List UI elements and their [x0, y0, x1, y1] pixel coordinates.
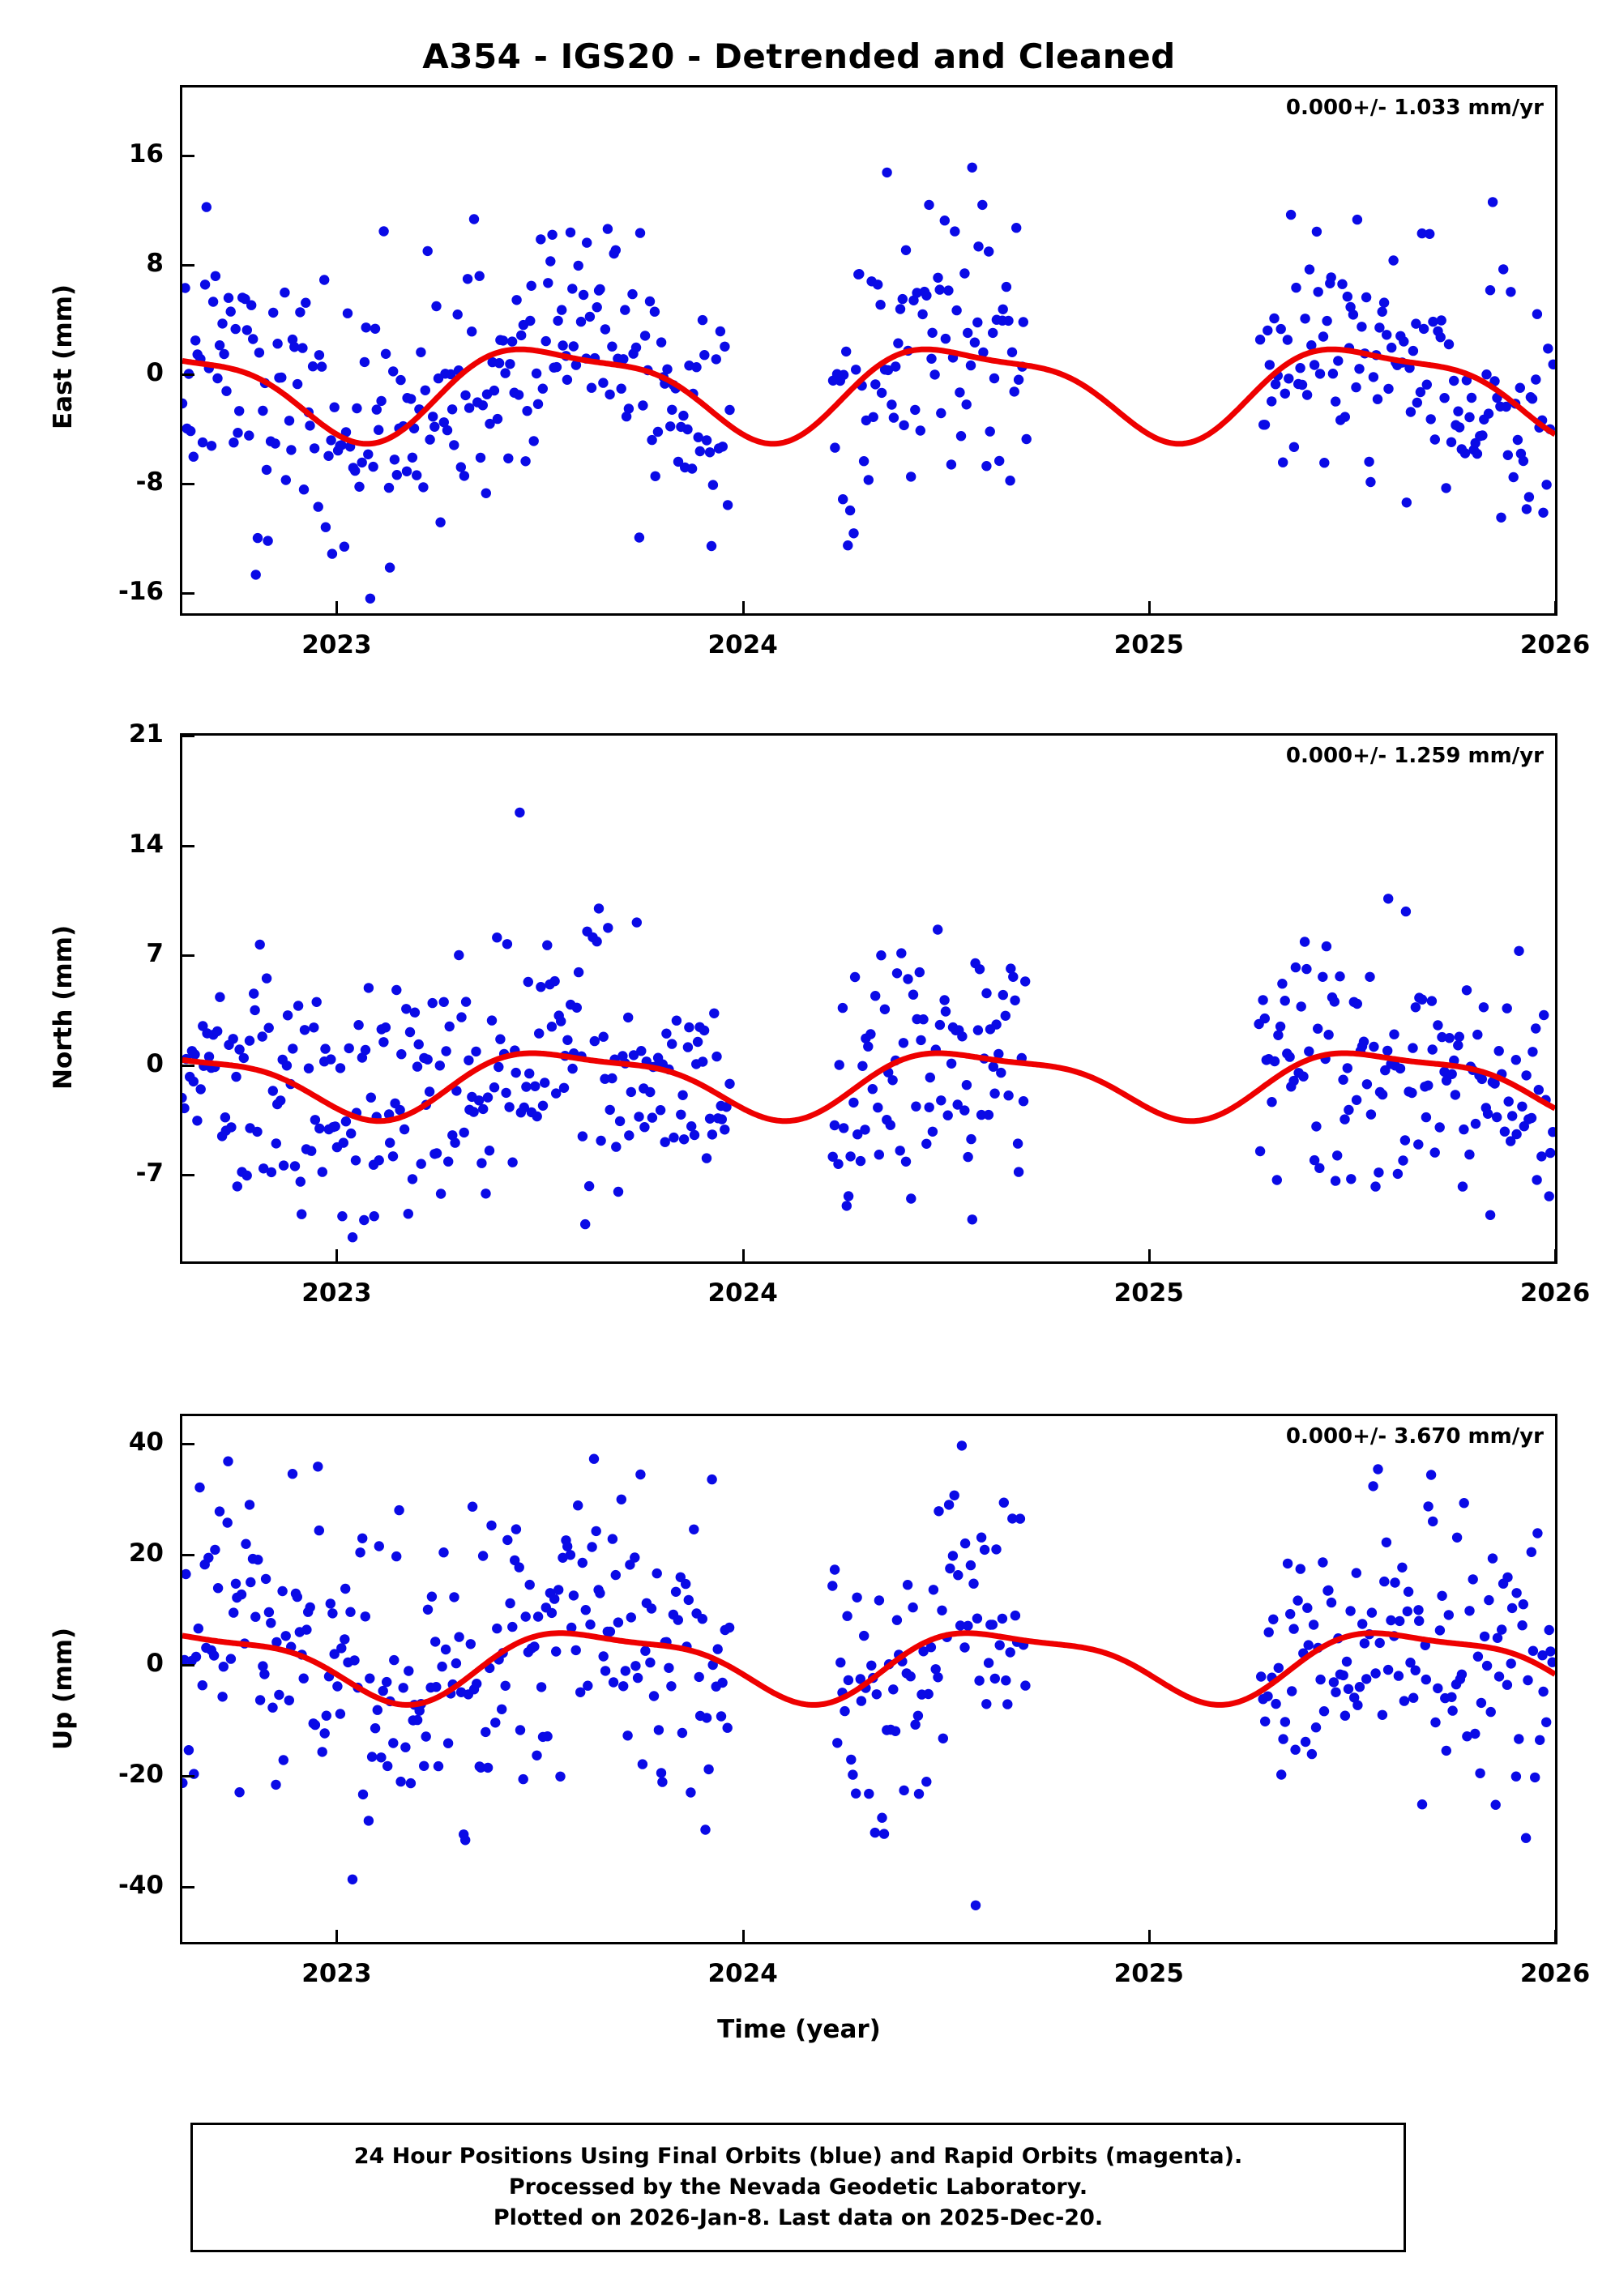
y-tick-label: -8	[135, 467, 164, 497]
y-tick-label: 0	[146, 1649, 164, 1679]
east-rate-annotation: 0.000+/- 1.033 mm/yr	[1285, 96, 1544, 120]
x-tick-label: 2025	[1113, 630, 1184, 659]
data-point-cloud	[182, 808, 1555, 1243]
x-tick-label: 2023	[301, 1959, 372, 1988]
y-tick-mark	[180, 155, 194, 157]
caption-line-3: Plotted on 2026-Jan-8. Last data on 2025-Dec-20.	[493, 2205, 1104, 2231]
seasonal-fit-curve	[182, 349, 1555, 444]
y-tick-mark	[180, 1886, 194, 1888]
caption-line-2: Processed by the Nevada Geodetic Laboratory.	[508, 2174, 1088, 2200]
north-plot-area	[180, 733, 1557, 1264]
x-tick-label: 2026	[1519, 630, 1591, 659]
y-tick-label: -20	[118, 1760, 164, 1790]
y-tick-mark	[180, 592, 194, 595]
x-tick-label: 2023	[301, 1278, 372, 1308]
y-tick-mark	[180, 1775, 194, 1777]
x-tick-mark	[1148, 1249, 1151, 1264]
figure-caption-box	[190, 2123, 1406, 2252]
x-tick-mark	[335, 601, 338, 616]
y-tick-mark	[180, 264, 194, 267]
up-axis-label: Up (mm)	[49, 1627, 78, 1750]
x-tick-mark	[1148, 601, 1151, 616]
up-plot-area	[180, 1414, 1557, 1944]
x-axis-title: Time (year)	[717, 2015, 881, 2044]
up-panel	[0, 1361, 1598, 2090]
y-tick-label: 40	[128, 1428, 164, 1457]
y-tick-label: 21	[128, 719, 164, 749]
x-tick-label: 2025	[1113, 1959, 1184, 1988]
y-tick-mark	[180, 845, 194, 847]
y-tick-label: -7	[135, 1159, 164, 1189]
x-tick-mark	[742, 1930, 745, 1944]
caption-line-1: 24 Hour Positions Using Final Orbits (blue) and Rapid Orbits (magenta).	[353, 2143, 1243, 2169]
page-title: A354 - IGS20 - Detrended and Cleaned	[422, 36, 1176, 76]
x-tick-label: 2024	[707, 1278, 778, 1308]
up-rate-annotation: 0.000+/- 3.670 mm/yr	[1285, 1424, 1544, 1449]
x-tick-mark	[742, 1249, 745, 1264]
x-tick-mark	[335, 1249, 338, 1264]
north-panel	[0, 681, 1598, 1361]
data-point-cloud	[182, 1440, 1555, 1910]
x-tick-label: 2026	[1519, 1278, 1591, 1308]
y-tick-mark	[180, 1664, 194, 1667]
x-tick-label: 2026	[1519, 1959, 1591, 1988]
y-tick-mark	[180, 1443, 194, 1445]
y-tick-mark	[180, 1065, 194, 1067]
x-tick-label: 2025	[1113, 1278, 1184, 1308]
data-point-cloud	[182, 163, 1555, 604]
y-tick-mark	[180, 1174, 194, 1176]
x-tick-mark	[742, 601, 745, 616]
x-tick-mark	[335, 1930, 338, 1944]
x-tick-mark	[1554, 1249, 1557, 1264]
y-tick-label: 20	[128, 1538, 164, 1568]
north-axis-label: North (mm)	[49, 924, 78, 1090]
y-tick-mark	[180, 483, 194, 485]
y-tick-label: 0	[146, 1048, 164, 1078]
x-tick-mark	[1148, 1930, 1151, 1944]
y-tick-label: 7	[146, 939, 164, 969]
x-tick-label: 2024	[707, 1959, 778, 1988]
y-tick-mark	[180, 373, 194, 376]
y-tick-mark	[180, 1554, 194, 1556]
y-tick-label: -16	[118, 576, 164, 606]
y-tick-label: 8	[146, 249, 164, 279]
x-tick-mark	[1554, 1930, 1557, 1944]
y-tick-mark	[180, 735, 194, 737]
y-tick-label: -40	[118, 1870, 164, 1900]
y-tick-label: 14	[128, 829, 164, 859]
y-tick-mark	[180, 954, 194, 957]
y-tick-label: 16	[128, 139, 164, 169]
north-rate-annotation: 0.000+/- 1.259 mm/yr	[1285, 744, 1544, 768]
x-tick-mark	[1554, 601, 1557, 616]
x-tick-label: 2023	[301, 630, 372, 659]
x-tick-label: 2024	[707, 630, 778, 659]
y-tick-label: 0	[146, 358, 164, 387]
east-axis-label: East (mm)	[49, 284, 78, 429]
east-panel	[0, 0, 1598, 681]
east-plot-area	[180, 85, 1557, 616]
